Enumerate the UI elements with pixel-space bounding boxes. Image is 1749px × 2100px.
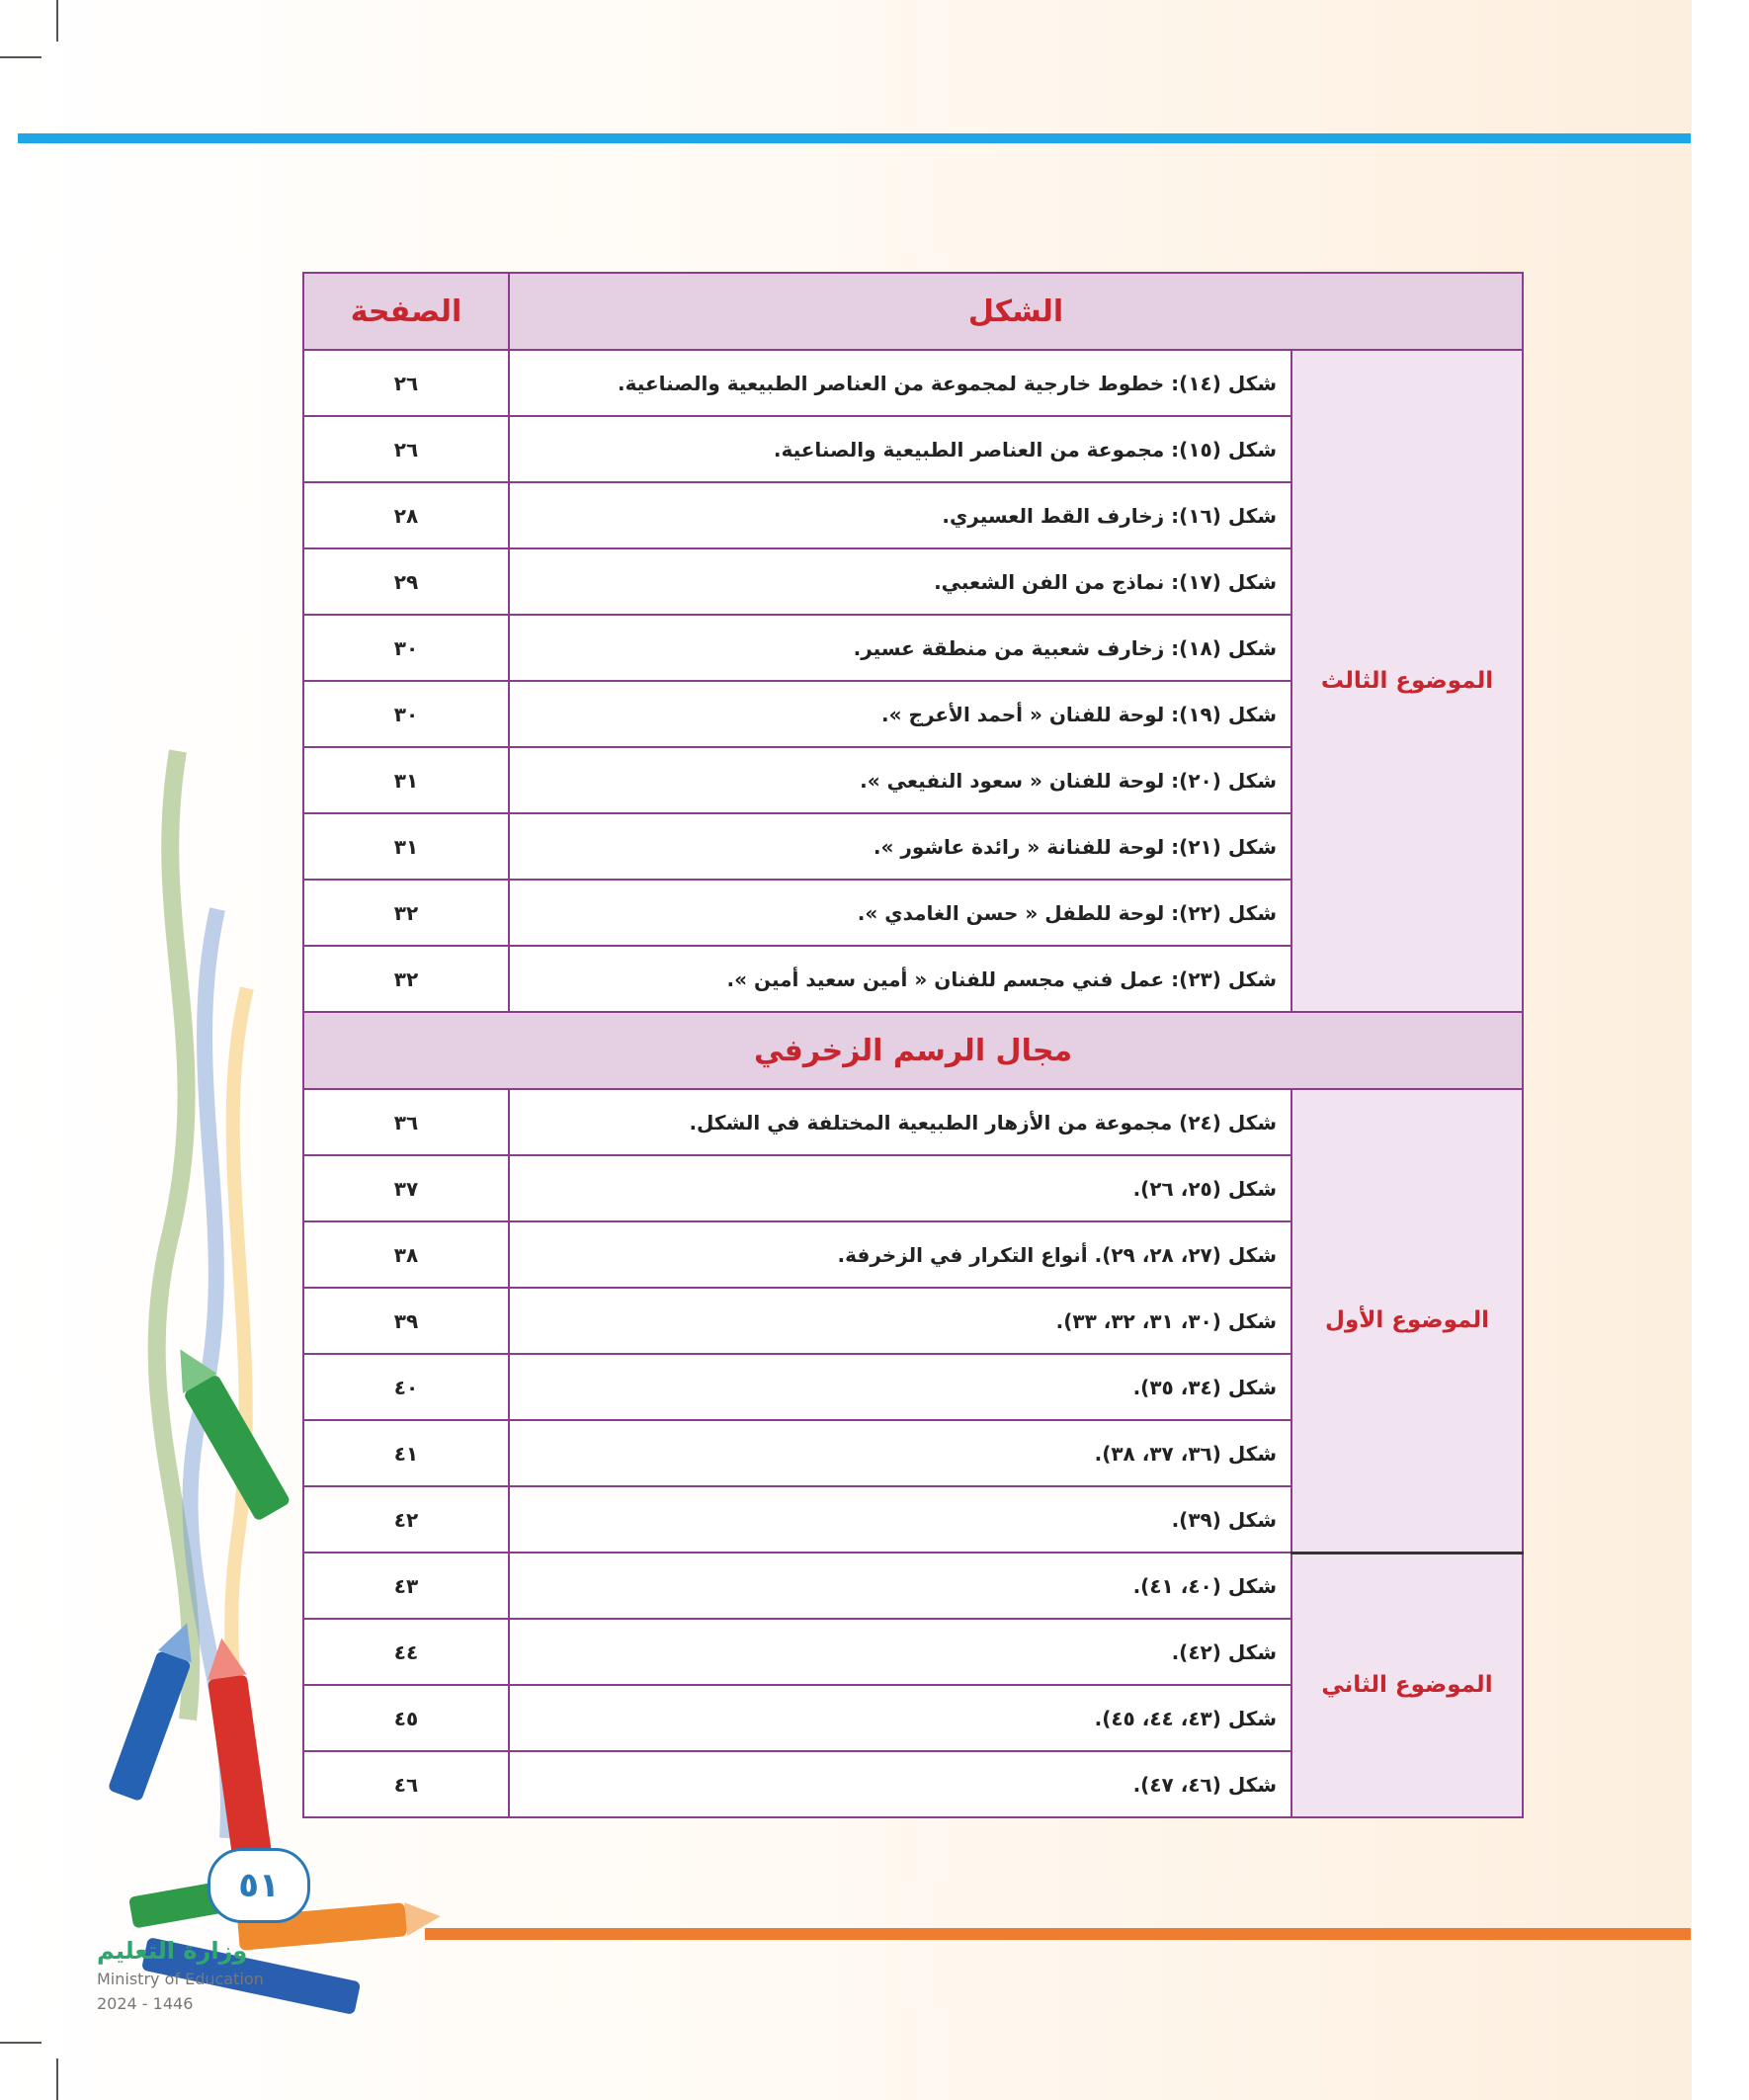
page-cell: ٢٨ — [303, 482, 509, 548]
ministry-logo-arabic: وزارة التعليم — [97, 1937, 248, 1965]
top-blue-rule — [18, 133, 1691, 143]
page-column-header: الصفحة — [303, 273, 509, 350]
figure-cell: شكل (٣٩). — [509, 1486, 1291, 1553]
figure-cell: شكل (٣٠، ٣١، ٣٢، ٣٣). — [509, 1288, 1291, 1354]
figure-cell: شكل (١٨): زخارف شعبية من منطقة عسير. — [509, 615, 1291, 681]
figure-cell: شكل (٢٢): لوحة للطفل « حسن الغامدي ». — [509, 880, 1291, 946]
page-cell: ٣١ — [303, 747, 509, 813]
figure-cell: شكل (٣٦، ٣٧، ٣٨). — [509, 1420, 1291, 1486]
page-cell: ٣١ — [303, 813, 509, 880]
figures-index-table — [302, 272, 1524, 1818]
figure-cell: شكل (١٧): نماذج من الفن الشعبي. — [509, 548, 1291, 615]
edition-year: 2024 - 1446 — [97, 1994, 194, 2013]
figure-cell: شكل (١٥): مجموعة من العناصر الطبيعية والصناعية. — [509, 416, 1291, 482]
page-cell: ٤١ — [303, 1420, 509, 1486]
page-cell: ٤٤ — [303, 1619, 509, 1685]
domain-title: مجال الرسم الزخرفي — [303, 1012, 1523, 1089]
table-row — [303, 350, 1523, 416]
table-header-row — [303, 273, 1523, 350]
crop-mark — [0, 2042, 42, 2044]
figure-cell: شكل (١٤): خطوط خارجية لمجموعة من العناصر الطبيعية والصناعية. — [509, 350, 1291, 416]
page-cell: ٢٦ — [303, 416, 509, 482]
page-cell: ٣٠ — [303, 615, 509, 681]
topic-label: الموضوع الثالث — [1291, 350, 1523, 1012]
page-cell: ٢٩ — [303, 548, 509, 615]
crop-mark — [56, 0, 58, 42]
bottom-orange-rule — [425, 1928, 1691, 1940]
figure-cell: شكل (٤٢). — [509, 1619, 1291, 1685]
page-edge-strip — [1692, 0, 1749, 2100]
figure-cell: شكل (٢٠): لوحة للفنان « سعود النفيعي ». — [509, 747, 1291, 813]
page-cell: ٣٠ — [303, 681, 509, 747]
figure-cell: شكل (٤٣، ٤٤، ٤٥). — [509, 1685, 1291, 1751]
page-cell: ٣٦ — [303, 1089, 509, 1155]
page-cell: ٤٦ — [303, 1751, 509, 1817]
figure-cell: شكل (٤٦، ٤٧). — [509, 1751, 1291, 1817]
page-cell: ٣٩ — [303, 1288, 509, 1354]
figure-cell: شكل (١٩): لوحة للفنان « أحمد الأعرج ». — [509, 681, 1291, 747]
figure-cell: شكل (٤٠، ٤١). — [509, 1553, 1291, 1619]
page-cell: ٣٨ — [303, 1221, 509, 1288]
figure-cell: شكل (٢٤) مجموعة من الأزهار الطبيعية المختلفة في الشكل. — [509, 1089, 1291, 1155]
crop-mark — [56, 2058, 58, 2100]
page-cell: ٤٠ — [303, 1354, 509, 1420]
page-cell: ٤٢ — [303, 1486, 509, 1553]
figure-cell: شكل (٢٧، ٢٨، ٢٩). أنواع التكرار في الزخرفة. — [509, 1221, 1291, 1288]
figure-cell: شكل (٢٣): عمل فني مجسم للفنان « أمين سعيد أمين ». — [509, 946, 1291, 1012]
page-number-badge: ٥١ — [208, 1848, 310, 1923]
page-cell: ٣٢ — [303, 946, 509, 1012]
table-row — [303, 1553, 1523, 1619]
page-cell: ٣٧ — [303, 1155, 509, 1221]
figure-cell: شكل (١٦): زخارف القط العسيري. — [509, 482, 1291, 548]
table-row — [303, 1089, 1523, 1155]
green-crayon-icon — [163, 1339, 292, 1522]
red-crayon-icon — [202, 1636, 273, 1866]
page-cell: ٤٣ — [303, 1553, 509, 1619]
crop-mark — [0, 56, 42, 58]
ministry-logo-english: Ministry of Education — [97, 1970, 264, 1988]
page-cell: ٤٥ — [303, 1685, 509, 1751]
topic-label: الموضوع الثاني — [1291, 1553, 1523, 1817]
topic-label: الموضوع الأول — [1291, 1089, 1523, 1553]
figure-column-header: الشكل — [509, 273, 1523, 350]
page-cell: ٢٦ — [303, 350, 509, 416]
figure-cell: شكل (٢٥، ٢٦). — [509, 1155, 1291, 1221]
page-cell: ٣٢ — [303, 880, 509, 946]
domain-row — [303, 1012, 1523, 1089]
figure-cell: شكل (٢١): لوحة للفنانة « رائدة عاشور ». — [509, 813, 1291, 880]
figure-cell: شكل (٣٤، ٣٥). — [509, 1354, 1291, 1420]
